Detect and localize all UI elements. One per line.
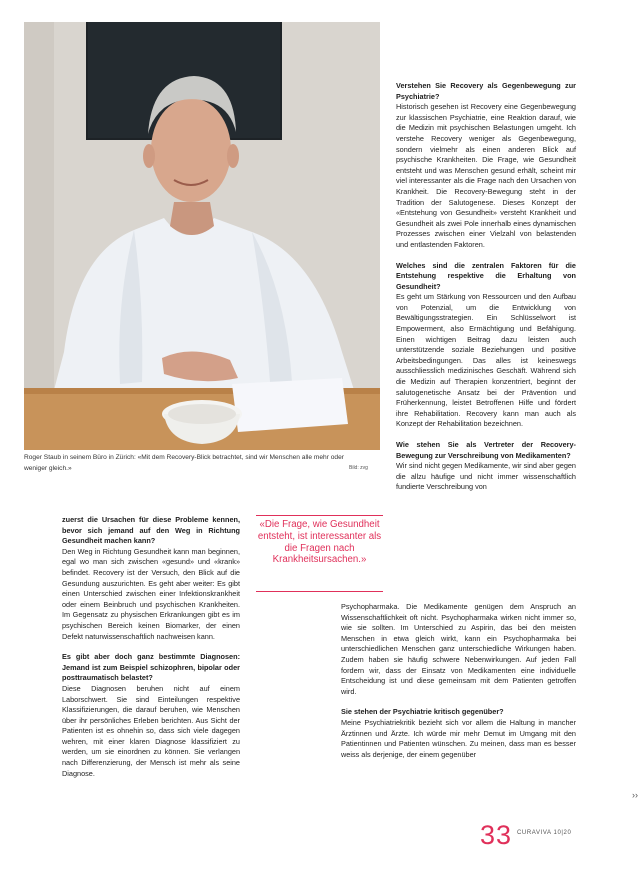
continue-arrow-icon: ›› (632, 790, 638, 800)
photo-credit: Bild: zvg (349, 465, 368, 471)
body-paragraph: Psychopharmaka. Die Medikamente genügen dem Anspruch an Wissenschaftlichkeit oft nicht. Psychopharmaka wirken nicht immer so, wie sie sollten. Im Unterschied zu Aspirin, das bei den meisten Menschen in etwa gleich wirkt, kann ein Psychopharmaka bei unterschiedlichen Menschen ganz unterschiedliche Wirkungen haben. Zudem haben sie häufig schwere Nebenwirkungen. Auf jeden Fall fordern wir, dass der Einsatz von Medikamenten eine individuelle Entscheidung ist und diese gemeinsam mit dem Patienten getroffen wird. (341, 602, 576, 696)
body-paragraph: Es geht um Stärkung von Ressourcen und den Aufbau von Potenzial, um die Entwicklung von Bewältigungsstrategien. Ein Schlüsselwort ist Empowerment, also Ermächtigung und Befähigung. Einen wichtigen Beitrag dazu leisten auch unterstützende soziale Beziehungen und positive Arbeitsbedingungen. Das alles ist keineswegs ausschliesslich medizinisches Geschäft. Während sich die Medizin auf Therapien konzentriert, beginnt der salutogenetische Ansatz bei der Prävention und Früherkennung, leistet Betroffenen Hilfe und fördert ihre Rehabilitation. Recovery kann man auch als Konzept der Rehabilitation bezeichnen. (396, 292, 576, 429)
portrait-illustration (24, 22, 380, 450)
magazine-issue: CURAVIVA 10|20 (517, 830, 572, 836)
interview-question: Welches sind die zentralen Faktoren für die Entstehung respektive die Erhaltung von Gesundheit? (396, 260, 576, 291)
body-paragraph: Meine Psychiatriekritik bezieht sich vor allem die Haltung in mancher Ärztinnen und Ärzte. Ich würde mir mehr Demut im Umgang mit den Patientinnen und Patienten wünschen. Zu meinen, dass man es besser weiss als derjenige, der einem gegenüber (341, 717, 576, 759)
interview-question: Es gibt aber doch ganz bestimmte Diagnosen: Jemand ist zum Beispiel schizophren, bipolar oder posttraumatisch belastet? (62, 652, 240, 683)
interview-question: Sie stehen der Psychiatrie kritisch gegenüber? (341, 707, 504, 717)
right-column (396, 81, 576, 493)
body-paragraph: Diese Diagnosen beruhen nicht auf einem Laborschwert. Sie sind Einteilungen respektive Klassifizierungen, die darauf beruhen, wie Menschen über ihr persönliches Erleben berichten. Aus Sicht der Patienten ist es ohnehin so, dass sich viele dagegen wehren, mit einer klaren Diagnose klassifiziert zu werden, um sie einordnen zu können. Sie verlangen nach Differenzierung, der Mensch ist mehr als seine Diagnose. (62, 683, 240, 778)
body-paragraph: Den Weg in Richtung Gesundheit kann man beginnen, egal wo man sich zwischen «gesund» und «krank» befindet. Recovery ist der Versuch, den Blick auf die Gesundung auszurichten. Es geht aber weiter: Es gibt einen Unterschied zwischen einer Infektionskrankheit oder einem Beinbruch und psychischen Krankheiten. Im Gegensatz zu physischen Erkrankungen gibt es im psychischen Bereich keinen Biomarker, der einen Defekt naturwissenschaftlich nachweisen kann. (62, 546, 240, 641)
interview-question: Verstehen Sie Recovery als Gegenbewegung zur Psychiatrie? (396, 81, 576, 101)
wide-column (341, 602, 576, 760)
body-paragraph: Wir sind nicht gegen Medikamente, wir sind aber gegen die allzu häufige und nicht immer wissenschaftlich fundierte Verschreibung von (396, 461, 576, 492)
interview-question: zuerst die Ursachen für diese Probleme kennen, bevor sich jemand auf den Weg in Richtung Gesundheit machen kann? (62, 515, 240, 546)
pull-quote: «Die Frage, wie Gesundheit entsteht, ist interessanter als die Fragen nach Krankheitsursachen.» (257, 519, 382, 566)
pull-quote-rule-top (256, 515, 383, 516)
left-column (62, 515, 240, 779)
pull-quote-rule-bottom (256, 591, 383, 592)
body-paragraph: Historisch gesehen ist Recovery eine Gegenbewegung zur klassischen Psychiatrie, eine Reaktion darauf, wie die Medizin mit psychischen Belastungen umgeht. Ich verstehe Recovery weniger als Gegenbewegung, sondern vielmehr als einen anderen Blick auf psychische Krankheiten. Die Frage, wie Gesundheit entsteht und was Menschen gesund erhält, scheint mir viel interessanter als die Frage nach den Ursachen von Krankheit. Die Recovery-Bewegung steht in der Tradition der Salutogenese. Dieses Konzept der «Entstehung von Gesundheit» versteht Krankheit und Gesundheit als zwei Pole innerhalb eines dynamischen Prozesses zwischen einer Vielzahl von belastenden und entlastenden Faktoren. (396, 102, 576, 249)
interview-question: Wie stehen Sie als Vertreter der Recovery-Bewegung zur Verschreibung von Medikamenten? (396, 440, 576, 460)
photo-caption: Roger Staub in seinem Büro in Zürich: «Mit dem Recovery-Blick betrachtet, sind wir Menschen alle mehr oder weniger gleich.» (24, 454, 344, 472)
page-number: 33 (480, 820, 513, 850)
portrait-photo (24, 22, 380, 450)
